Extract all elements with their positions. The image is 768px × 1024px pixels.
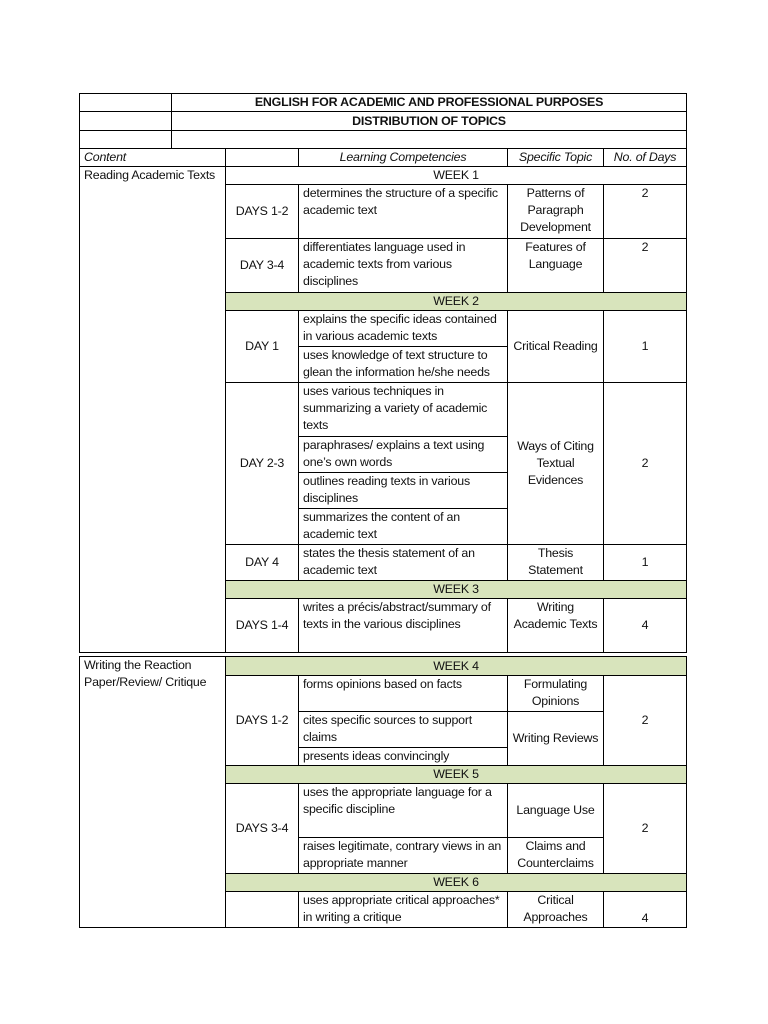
number-of-days: 2 xyxy=(604,383,687,545)
competency: uses appropriate critical approaches* in writing a critique xyxy=(299,892,508,928)
week-label: WEEK 6 xyxy=(226,874,687,892)
competency: paraphrases/ explains a text using one’s own words xyxy=(299,437,508,473)
document-title: ENGLISH FOR ACADEMIC AND PROFESSIONAL PURPOSES xyxy=(172,94,687,112)
number-of-days: 2 xyxy=(604,784,687,874)
blank-row-right xyxy=(172,131,687,149)
day-range: DAY 1 xyxy=(226,311,299,383)
competency: determines the structure of a specific academic text xyxy=(299,185,508,239)
distribution-table-part-2 xyxy=(79,656,687,928)
title-blank-left xyxy=(80,94,172,112)
competency: summarizes the content of an academic text xyxy=(299,509,508,545)
day-range: DAY 3-4 xyxy=(226,239,299,293)
header-day-blank xyxy=(226,149,299,167)
number-of-days: 2 xyxy=(604,239,687,293)
number-of-days: 1 xyxy=(604,545,687,581)
week-label: WEEK 4 xyxy=(226,657,687,676)
competency: uses knowledge of text structure to glean the information he/she needs xyxy=(299,347,508,383)
distribution-table xyxy=(79,93,687,653)
day-range: DAYS 3-4 xyxy=(226,784,299,874)
competency: presents ideas convincingly xyxy=(299,748,508,766)
header-content: Content xyxy=(80,149,226,167)
competency: forms opinions based on facts xyxy=(299,676,508,712)
document-subtitle: DISTRIBUTION OF TOPICS xyxy=(172,112,687,131)
day-range: DAY 4 xyxy=(226,545,299,581)
specific-topic: Critical Reading xyxy=(508,311,604,383)
specific-topic: Writing Academic Texts xyxy=(508,599,604,653)
content-reading: Reading Academic Texts xyxy=(80,167,226,653)
day-range: DAYS 1-2 xyxy=(226,185,299,239)
number-of-days: 2 xyxy=(604,676,687,766)
header-competencies: Learning Competencies xyxy=(299,149,508,167)
competency: explains the specific ideas contained in various academic texts xyxy=(299,311,508,347)
specific-topic: Language Use xyxy=(508,784,604,838)
competency: uses various techniques in summarizing a variety of academic texts xyxy=(299,383,508,437)
day-range xyxy=(226,892,299,928)
specific-topic: Features of Language xyxy=(508,239,604,293)
subtitle-blank-left xyxy=(80,112,172,131)
number-of-days: 2 xyxy=(604,185,687,239)
day-range: DAYS 1-2 xyxy=(226,676,299,766)
competency: uses the appropriate language for a specific discipline xyxy=(299,784,508,838)
specific-topic: Thesis Statement xyxy=(508,545,604,581)
competency: outlines reading texts in various disciplines xyxy=(299,473,508,509)
number-of-days: 4 xyxy=(604,599,687,653)
competency: cites specific sources to support claims xyxy=(299,712,508,748)
week-label: WEEK 1 xyxy=(226,167,687,185)
week-label: WEEK 5 xyxy=(226,766,687,784)
competency: differentiates language used in academic texts from various disciplines xyxy=(299,239,508,293)
number-of-days: 4 xyxy=(604,892,687,928)
week-label: WEEK 2 xyxy=(226,293,687,311)
competency: writes a précis/abstract/summary of texts in the various disciplines xyxy=(299,599,508,653)
header-topic: Specific Topic xyxy=(508,149,604,167)
specific-topic: Claims and Counterclaims xyxy=(508,838,604,874)
day-range: DAYS 1-4 xyxy=(226,599,299,653)
blank-row-left xyxy=(80,131,172,149)
week-label: WEEK 3 xyxy=(226,581,687,599)
number-of-days: 1 xyxy=(604,311,687,383)
competency: states the thesis statement of an academic text xyxy=(299,545,508,581)
competency: raises legitimate, contrary views in an appropriate manner xyxy=(299,838,508,874)
specific-topic: Formulating Opinions xyxy=(508,676,604,712)
day-range: DAY 2-3 xyxy=(226,383,299,545)
specific-topic: Patterns of Paragraph Development xyxy=(508,185,604,239)
specific-topic: Writing Reviews xyxy=(508,712,604,766)
specific-topic: Ways of Citing Textual Evidences xyxy=(508,383,604,545)
header-days: No. of Days xyxy=(604,149,687,167)
specific-topic: Critical Approaches xyxy=(508,892,604,928)
content-writing: Writing the Reaction Paper/Review/ Critique xyxy=(80,657,226,928)
